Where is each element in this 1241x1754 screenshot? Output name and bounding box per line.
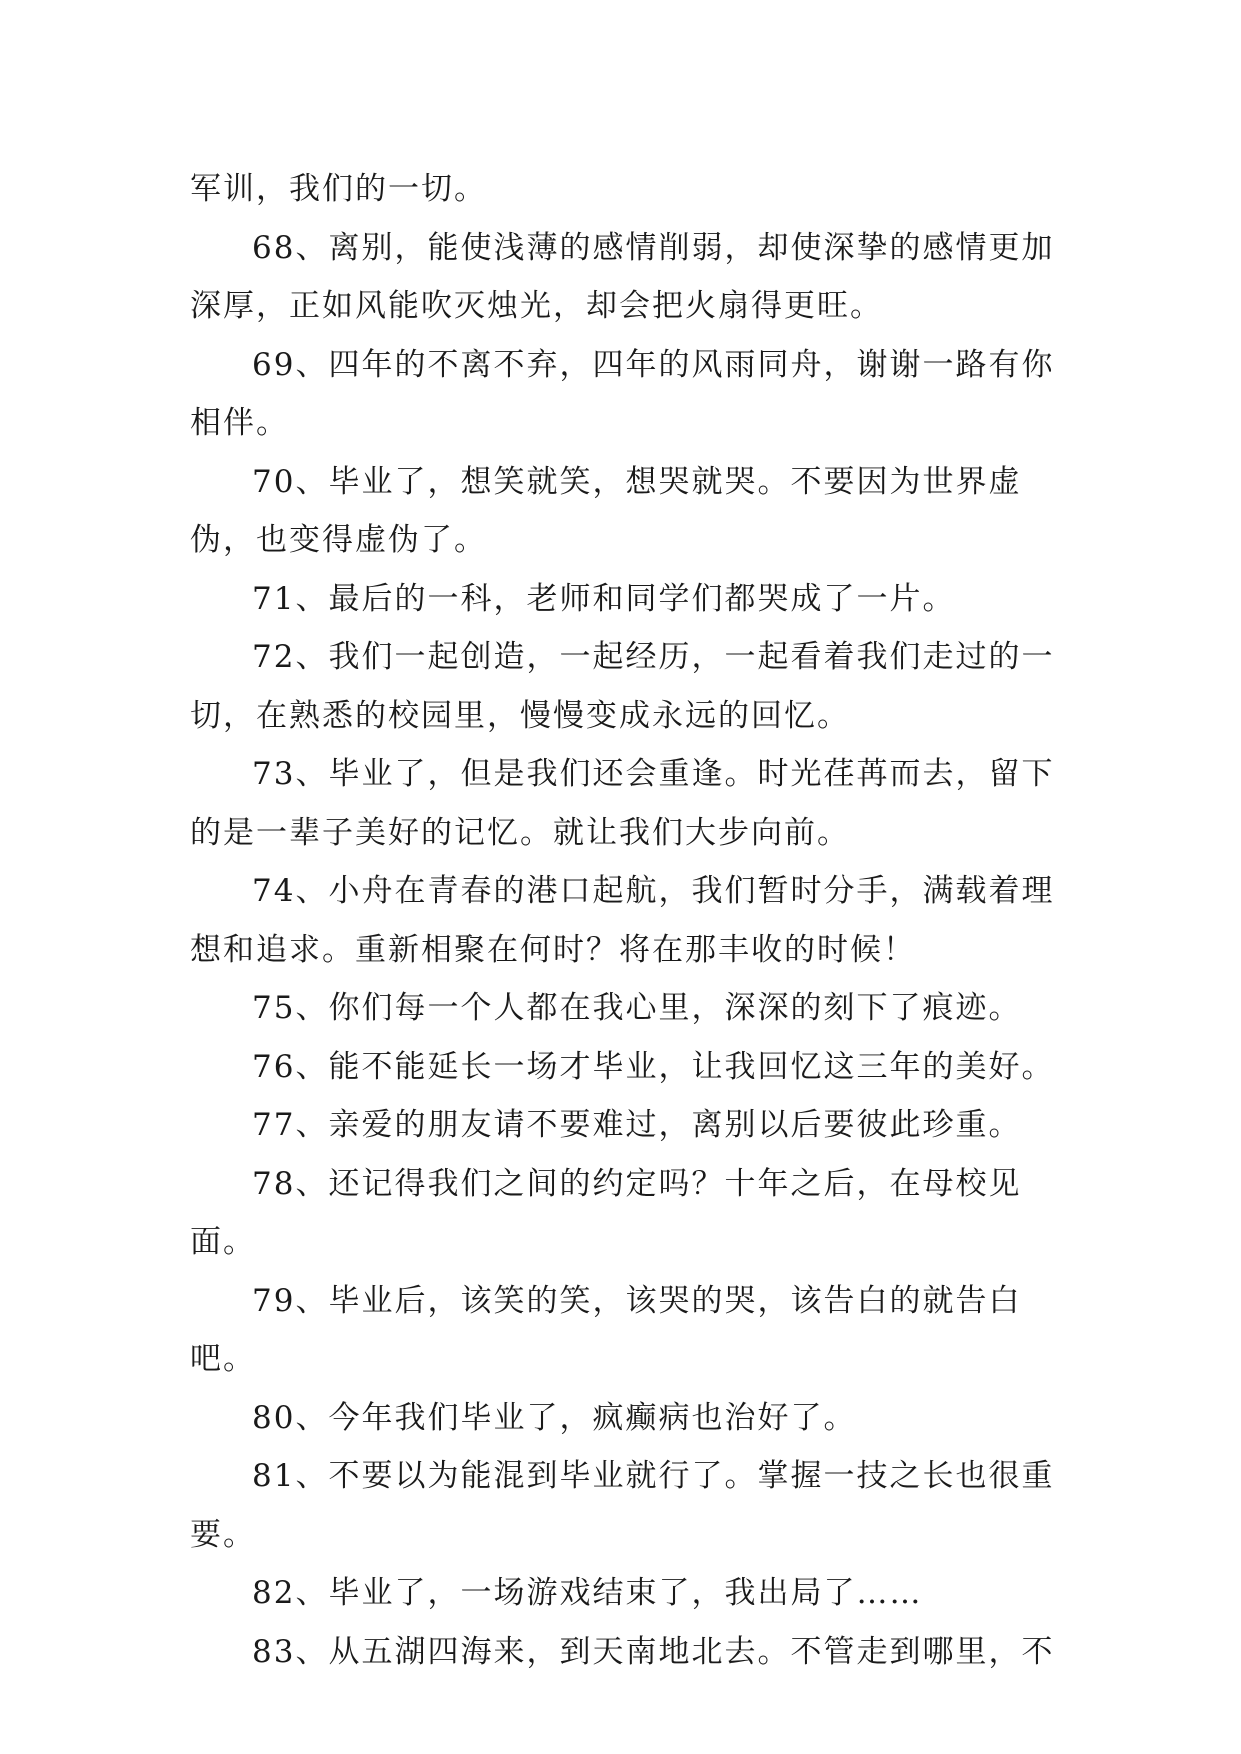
paragraph-69: 69、四年的不离不弃，四年的风雨同舟，谢谢一路有你相伴。	[190, 346, 1055, 441]
paragraph-71: 71、最后的一科，老师和同学们都哭成了一片。	[252, 580, 956, 617]
paragraph-81: 81、不要以为能混到毕业就行了。掌握一技之长也很重要。	[190, 1458, 1055, 1553]
paragraph-83: 83、从五湖四海来，到天南地北去。不管走到哪里，不	[252, 1633, 1055, 1670]
paragraph-77: 77、亲爱的朋友请不要难过，离别以后要彼此珍重。	[252, 1107, 1022, 1143]
paragraph-73: 73、毕业了，但是我们还会重逢。时光荏苒而去，留下的是一辈子美好的记忆。就让我们大步向前。	[190, 756, 1055, 851]
paragraph-76: 76、能不能延长一场才毕业，让我回忆这三年的美好。	[252, 1048, 1055, 1085]
paragraph-79: 79、毕业后，该笑的笑，该哭的哭，该告白的就告白吧。	[190, 1282, 1022, 1377]
paragraph-82: 82、毕业了，一场游戏结束了，我出局了……	[252, 1575, 923, 1611]
paragraph-68: 68、离别，能使浅薄的感情削弱，却使深挚的感情更加深厚，正如风能吹灭烛光，却会把火扇得更旺。	[190, 229, 1055, 324]
paragraph-75: 75、你们每一个人都在我心里，深深的刻下了痕迹。	[252, 990, 1022, 1026]
document-body	[190, 160, 1060, 1681]
paragraph-72: 72、我们一起创造，一起经历，一起看着我们走过的一切，在熟悉的校园里，慢慢变成永远的回忆。	[190, 639, 1055, 734]
paragraph-74: 74、小舟在青春的港口起航，我们暂时分手，满载着理想和追求。重新相聚在何时？将在那丰收的时候！	[190, 873, 1055, 968]
paragraph-78: 78、还记得我们之间的约定吗？十年之后，在母校见面。	[190, 1165, 1022, 1260]
paragraph-0: 军训，我们的一切。	[190, 171, 487, 207]
paragraph-70: 70、毕业了，想笑就笑，想哭就哭。不要因为世界虚伪，也变得虚伪了。	[190, 463, 1022, 558]
paragraph-80: 80、今年我们毕业了，疯癫病也治好了。	[252, 1399, 857, 1436]
